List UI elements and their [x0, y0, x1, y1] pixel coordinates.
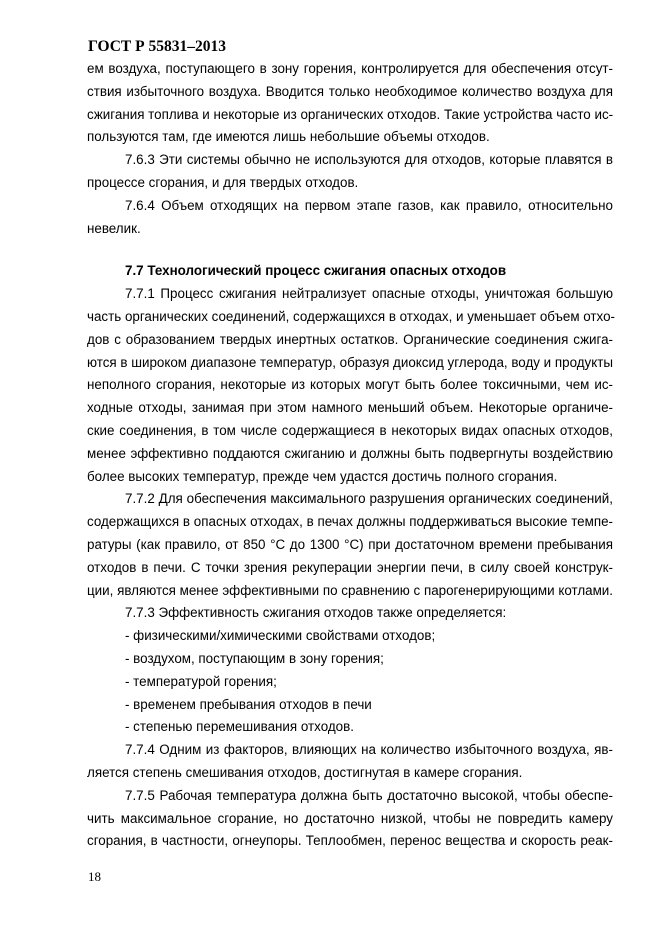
paragraph-7-7-1-line: более высоких температур, прежде чем удастся достичь полного сгорания.: [87, 468, 558, 484]
paragraph-7-7-2-line: содержащихся в опасных отходах, в печах должны поддерживаться высокие темпе-: [87, 514, 613, 530]
paragraph-7-7-1-line: менее эффективно поддаются сжиганию и должны быть подвергнуты воздействию: [87, 445, 613, 461]
paragraph-7-7-1-line: дов с образованием твердых инертных остатков. Органические соединения сжига-: [87, 331, 613, 347]
paragraph-7-7-1-line: ются в широком диапазоне температур, образуя диоксид углерода, воду и продукты: [87, 354, 614, 370]
paragraph-7-7-5-line: 7.7.5 Рабочая температура должна быть достаточно высокой, чтобы обеспе-: [125, 787, 613, 803]
paragraph-7-6-3-line: процессе сгорания, и для твердых отходов.: [87, 174, 359, 190]
list-item: - временем пребывания отходов в печи: [125, 696, 372, 712]
text-line: сжигания топлива и некоторые из органических отходов. Такие устройства часто ис-: [87, 106, 614, 122]
text-line: ствия избыточного воздуха. Вводится только необходимое количество воздуха для: [87, 83, 613, 99]
paragraph-7-7-2-line: ратуры (как правило, от 850 °С до 1300 °С) при достаточном времени пребывания: [87, 536, 613, 552]
paragraph-7-7-2-line: отходов в печи. С точки зрения рекуперации энергии печи, в силу своей конструк-: [87, 559, 613, 575]
spacer: [87, 240, 613, 260]
paragraph-7-6-4-line: 7.6.4 Объем отходящих на первом этапе газов, как правило, относительно: [125, 197, 613, 213]
section-heading: 7.7 Технологический процесс сжигания опасных отходов: [125, 263, 507, 279]
text-line: пользуются там, где имеются лишь небольшие объемы отходов.: [87, 129, 490, 145]
list-item: - воздухом, поступающим в зону горения;: [125, 650, 384, 666]
document-header: ГОСТ Р 55831–2013: [88, 38, 226, 55]
paragraph-7-7-2-line: ции, являются менее эффективными по сравнению с парогенерирующими котлами.: [87, 582, 613, 598]
paragraph-7-7-1-line: часть органических соединений, содержащихся в отходах, и уменьшает объем отхо-: [87, 308, 616, 324]
paragraph-7-7-5-line: чить максимальное сгорание, но достаточно низкой, чтобы не повредить камеру: [87, 810, 613, 826]
text-line: ем воздуха, поступающего в зону горения, контролируется для обеспечения отсут-: [87, 61, 613, 76]
paragraph-7-7-1-line: 7.7.1 Процесс сжигания нейтрализует опасные отходы, уничтожая большую: [125, 286, 613, 302]
list-item: - степенью перемешивания отходов.: [125, 719, 354, 735]
paragraph-7-7-1-line: неполного сгорания, некоторые из которых могут быть более токсичными, чем ис-: [87, 377, 613, 393]
paragraph-7-7-4-line: 7.7.4 Одним из факторов, влияющих на количество избыточного воздуха, яв-: [125, 742, 613, 758]
paragraph-7-7-1-line: ходные отходы, занимая при этом намного меньший объем. Некоторые органиче-: [87, 400, 613, 416]
document-body: [87, 58, 616, 853]
list-item: - температурой горения;: [125, 673, 277, 689]
list-item: - физическими/химическими свойствами отходов;: [125, 628, 436, 644]
paragraph-7-6-4-line: невелик.: [87, 220, 141, 236]
paragraph-7-7-1-line: ские соединения, в том числе содержащиеся в некоторых видах опасных отходов,: [87, 422, 613, 438]
paragraph-7-7-4-line: ляется степень смешивания отходов, достигнутая в камере сгорания.: [87, 764, 523, 780]
paragraph-7-6-3-line: 7.6.3 Эти системы обычно не используются для отходов, которые плавятся в: [125, 152, 613, 168]
paragraph-7-7-2-line: 7.7.2 Для обеспечения максимального разрушения органических соединений,: [125, 491, 613, 507]
page-number: 18: [88, 869, 101, 884]
paragraph-7-7-3: 7.7.3 Эффективность сжигания отходов также определяется:: [125, 605, 507, 621]
paragraph-7-7-5-line: сгорания, в частности, огнеупоры. Теплообмен, перенос вещества и скорость реак-: [87, 833, 613, 849]
